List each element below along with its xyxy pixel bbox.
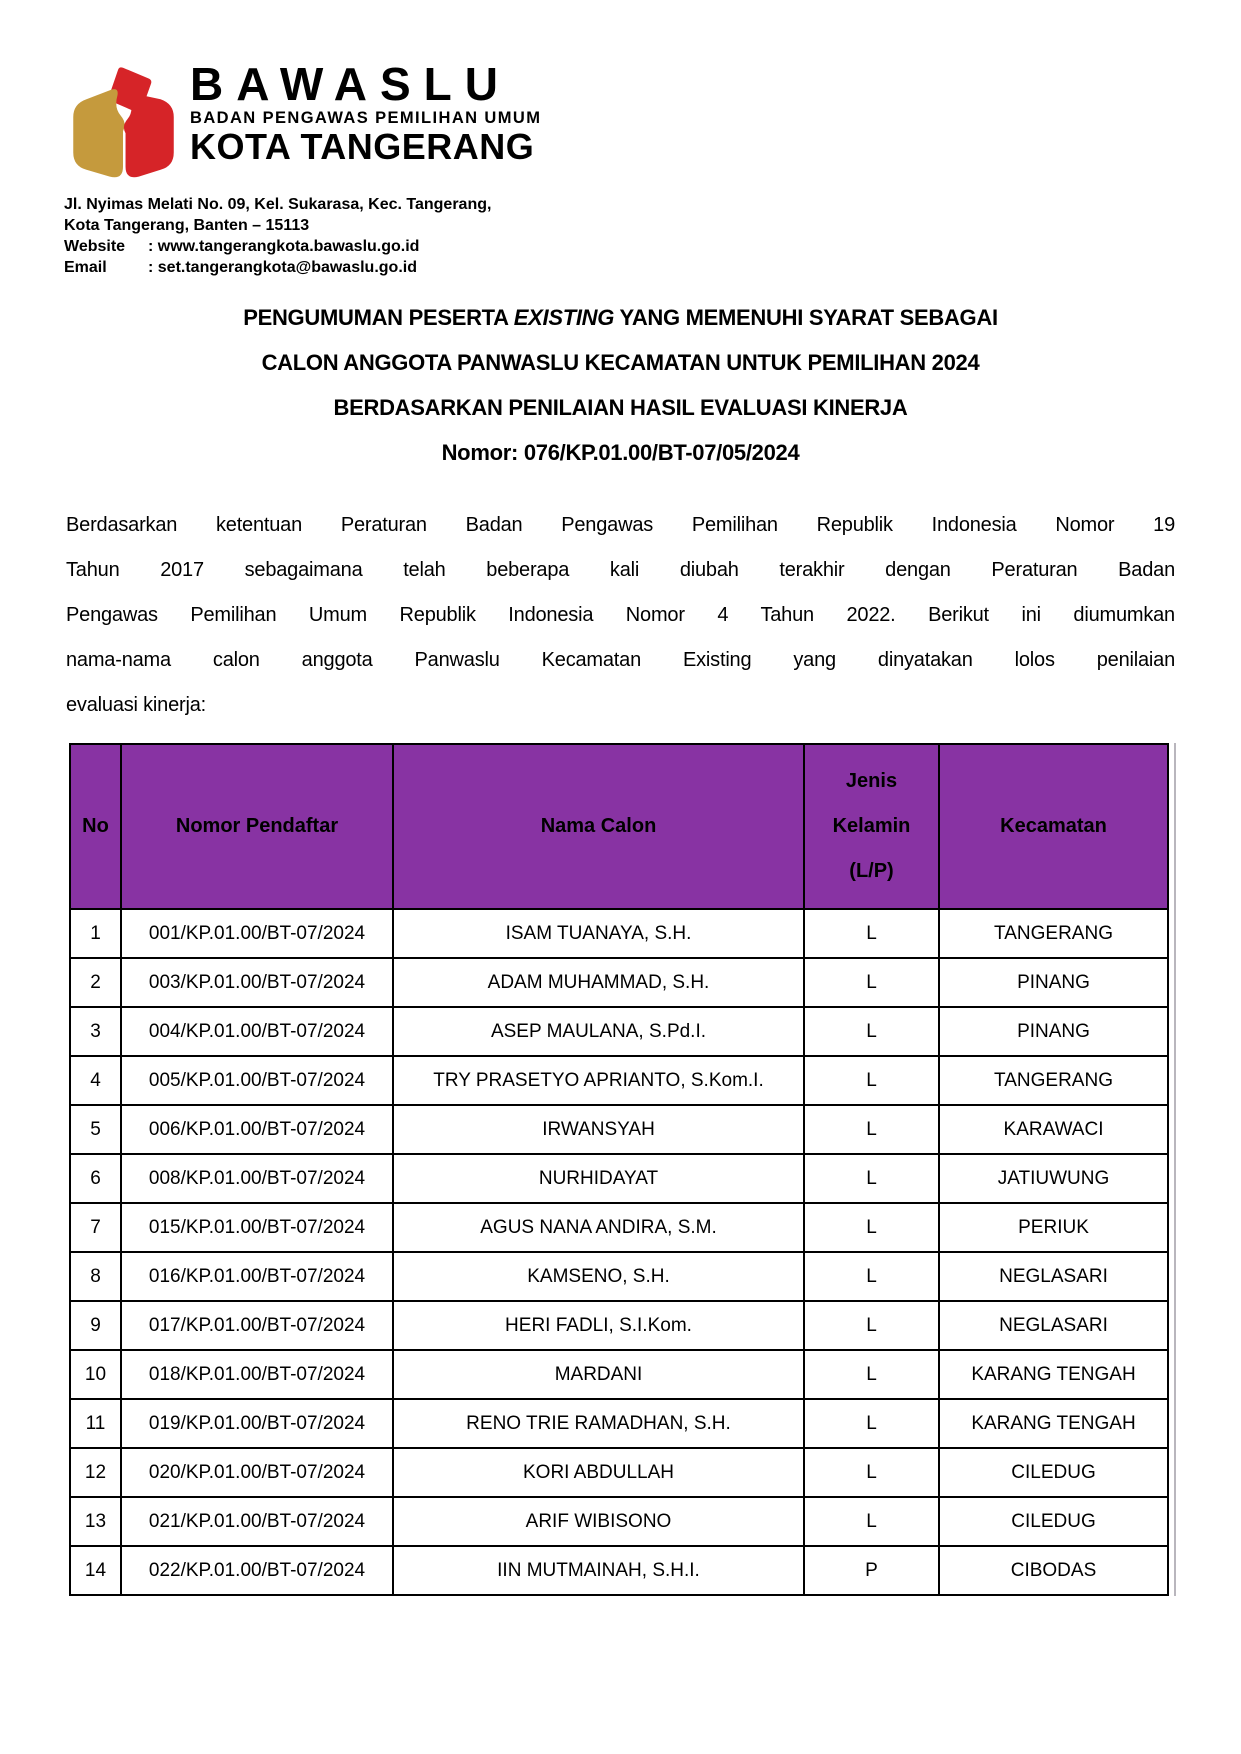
- table-row: [70, 1203, 1168, 1252]
- table-row: [70, 1105, 1168, 1154]
- cell-nomor-pendaftar: 001/KP.01.00/BT-07/2024: [121, 909, 393, 958]
- website-line: [64, 236, 491, 257]
- cell-nama-calon: ASEP MAULANA, S.Pd.I.: [393, 1007, 804, 1056]
- cell-nama-calon: KAMSENO, S.H.: [393, 1252, 804, 1301]
- cell-no: 13: [70, 1497, 121, 1546]
- org-text-block: [190, 52, 541, 166]
- table-row: [70, 1497, 1168, 1546]
- results-table: [69, 743, 1169, 1596]
- paragraph-line: nama-nama calon anggota Panwaslu Kecamatan Existing yang dinyatakan lolos penilaian: [66, 649, 1175, 671]
- cell-nomor-pendaftar: 016/KP.01.00/BT-07/2024: [121, 1252, 393, 1301]
- cell-nama-calon: RENO TRIE RAMADHAN, S.H.: [393, 1399, 804, 1448]
- cell-jenis-kelamin: L: [804, 1252, 939, 1301]
- cell-kecamatan: KARANG TENGAH: [939, 1350, 1168, 1399]
- email-line: [64, 257, 491, 278]
- cell-no: 10: [70, 1350, 121, 1399]
- cell-nama-calon: ARIF WIBISONO: [393, 1497, 804, 1546]
- table-row: [70, 1007, 1168, 1056]
- table-row: [70, 1448, 1168, 1497]
- cell-kecamatan: TANGERANG: [939, 909, 1168, 958]
- column-header-nama-calon: Nama Calon: [393, 744, 804, 909]
- cell-jenis-kelamin: L: [804, 1105, 939, 1154]
- cell-nama-calon: KORI ABDULLAH: [393, 1448, 804, 1497]
- cell-nomor-pendaftar: 019/KP.01.00/BT-07/2024: [121, 1399, 393, 1448]
- address-block: [64, 194, 491, 278]
- cell-nomor-pendaftar: 004/KP.01.00/BT-07/2024: [121, 1007, 393, 1056]
- email-label: Email: [64, 259, 107, 276]
- cell-nama-calon: ADAM MUHAMMAD, S.H.: [393, 958, 804, 1007]
- table-body: [70, 909, 1168, 1595]
- title-line-1-pre: PENGUMUMAN PESERTA: [243, 305, 514, 330]
- cell-jenis-kelamin: P: [804, 1546, 939, 1595]
- cell-nomor-pendaftar: 021/KP.01.00/BT-07/2024: [121, 1497, 393, 1546]
- title-line-1-existing: EXISTING: [513, 305, 615, 330]
- paragraph-line: evaluasi kinerja:: [66, 694, 207, 716]
- table-row: [70, 1399, 1168, 1448]
- cell-jenis-kelamin: L: [804, 909, 939, 958]
- table-row: [70, 1301, 1168, 1350]
- cell-nama-calon: ISAM TUANAYA, S.H.: [393, 909, 804, 958]
- body-paragraph: [66, 503, 1175, 728]
- cell-no: 6: [70, 1154, 121, 1203]
- jenis-kelamin-line-3: (L/P): [849, 860, 894, 882]
- cell-kecamatan: PINANG: [939, 1007, 1168, 1056]
- cell-nama-calon: IIN MUTMAINAH, S.H.I.: [393, 1546, 804, 1595]
- cell-no: 8: [70, 1252, 121, 1301]
- cell-no: 11: [70, 1399, 121, 1448]
- jenis-kelamin-line-1: Jenis: [845, 770, 898, 792]
- cell-nomor-pendaftar: 015/KP.01.00/BT-07/2024: [121, 1203, 393, 1252]
- cell-jenis-kelamin: L: [804, 1399, 939, 1448]
- announcement-title: [0, 295, 1241, 475]
- cell-no: 1: [70, 909, 121, 958]
- cell-kecamatan: KARANG TENGAH: [939, 1399, 1168, 1448]
- email-value: : set.tangerangkota@bawaslu.go.id: [148, 259, 417, 276]
- org-name: BAWASLU: [190, 58, 511, 110]
- cell-kecamatan: NEGLASARI: [939, 1252, 1168, 1301]
- paragraph-line: Pengawas Pemilihan Umum Republik Indonesia Nomor 4 Tahun 2022. Berikut ini diumumkan: [66, 604, 1175, 626]
- table-row: [70, 1154, 1168, 1203]
- box-right-face: [124, 93, 174, 177]
- org-subtitle: BADAN PENGAWAS PEMILIHAN UMUM: [190, 109, 542, 128]
- paragraph-line: Berdasarkan ketentuan Peraturan Badan Pengawas Pemilihan Republik Indonesia Nomor 19: [66, 514, 1175, 536]
- table-row: [70, 1350, 1168, 1399]
- cell-jenis-kelamin: L: [804, 1007, 939, 1056]
- table-row: [70, 958, 1168, 1007]
- cell-nomor-pendaftar: 018/KP.01.00/BT-07/2024: [121, 1350, 393, 1399]
- cell-no: 5: [70, 1105, 121, 1154]
- table-row: [70, 1056, 1168, 1105]
- cell-nama-calon: IRWANSYAH: [393, 1105, 804, 1154]
- cell-jenis-kelamin: L: [804, 1350, 939, 1399]
- column-header-jenis-kelamin: [804, 744, 939, 909]
- cell-jenis-kelamin: L: [804, 958, 939, 1007]
- cell-no: 3: [70, 1007, 121, 1056]
- cell-no: 7: [70, 1203, 121, 1252]
- cell-nomor-pendaftar: 017/KP.01.00/BT-07/2024: [121, 1301, 393, 1350]
- cell-kecamatan: PINANG: [939, 958, 1168, 1007]
- cell-nama-calon: NURHIDAYAT: [393, 1154, 804, 1203]
- cell-nomor-pendaftar: 008/KP.01.00/BT-07/2024: [121, 1154, 393, 1203]
- cell-nomor-pendaftar: 020/KP.01.00/BT-07/2024: [121, 1448, 393, 1497]
- cell-kecamatan: CIBODAS: [939, 1546, 1168, 1595]
- column-header-no: No: [70, 744, 121, 909]
- bawaslu-logo-icon: [62, 52, 184, 186]
- jenis-kelamin-line-2: Kelamin: [832, 815, 911, 837]
- address-line-1: Jl. Nyimas Melati No. 09, Kel. Sukarasa, Kec. Tangerang,: [64, 196, 492, 213]
- org-region: KOTA TANGERANG: [190, 126, 535, 168]
- results-table-wrap: [69, 743, 1167, 1596]
- cell-jenis-kelamin: L: [804, 1056, 939, 1105]
- cell-no: 9: [70, 1301, 121, 1350]
- title-line-1: [0, 295, 1241, 340]
- website-label: Website: [64, 238, 126, 255]
- title-line-3: BERDASARKAN PENILAIAN HASIL EVALUASI KINERJA: [333, 395, 908, 420]
- cell-no: 12: [70, 1448, 121, 1497]
- cell-nomor-pendaftar: 003/KP.01.00/BT-07/2024: [121, 958, 393, 1007]
- table-row: [70, 1252, 1168, 1301]
- cell-nomor-pendaftar: 005/KP.01.00/BT-07/2024: [121, 1056, 393, 1105]
- table-row: [70, 909, 1168, 958]
- cell-nama-calon: TRY PRASETYO APRIANTO, S.Kom.I.: [393, 1056, 804, 1105]
- cell-kecamatan: CILEDUG: [939, 1497, 1168, 1546]
- cell-nama-calon: MARDANI: [393, 1350, 804, 1399]
- table-row: [70, 1546, 1168, 1595]
- cell-nama-calon: AGUS NANA ANDIRA, S.M.: [393, 1203, 804, 1252]
- cell-kecamatan: TANGERANG: [939, 1056, 1168, 1105]
- cell-no: 14: [70, 1546, 121, 1595]
- cell-kecamatan: PERIUK: [939, 1203, 1168, 1252]
- cell-jenis-kelamin: L: [804, 1301, 939, 1350]
- cell-no: 2: [70, 958, 121, 1007]
- cell-jenis-kelamin: L: [804, 1448, 939, 1497]
- cell-kecamatan: CILEDUG: [939, 1448, 1168, 1497]
- address-line-2: Kota Tangerang, Banten – 15113: [64, 217, 310, 234]
- title-line-1-post: YANG MEMENUHI SYARAT SEBAGAI: [614, 305, 998, 330]
- cell-nomor-pendaftar: 022/KP.01.00/BT-07/2024: [121, 1546, 393, 1595]
- cell-jenis-kelamin: L: [804, 1154, 939, 1203]
- cell-kecamatan: KARAWACI: [939, 1105, 1168, 1154]
- table-header-row: [70, 744, 1168, 909]
- cell-nomor-pendaftar: 006/KP.01.00/BT-07/2024: [121, 1105, 393, 1154]
- cell-jenis-kelamin: L: [804, 1203, 939, 1252]
- cell-nama-calon: HERI FADLI, S.I.Kom.: [393, 1301, 804, 1350]
- announcement-number: Nomor: 076/KP.01.00/BT-07/05/2024: [441, 440, 800, 465]
- letterhead: [62, 52, 541, 186]
- cell-kecamatan: JATIUWUNG: [939, 1154, 1168, 1203]
- column-header-nomor-pendaftar: Nomor Pendaftar: [121, 744, 393, 909]
- title-line-2: CALON ANGGOTA PANWASLU KECAMATAN UNTUK PEMILIHAN 2024: [261, 350, 980, 375]
- paragraph-line: Tahun 2017 sebagaimana telah beberapa kali diubah terakhir dengan Peraturan Badan: [66, 559, 1175, 581]
- website-value: : www.tangerangkota.bawaslu.go.id: [148, 238, 420, 255]
- cell-no: 4: [70, 1056, 121, 1105]
- column-header-kecamatan: Kecamatan: [939, 744, 1168, 909]
- cell-jenis-kelamin: L: [804, 1497, 939, 1546]
- cell-kecamatan: NEGLASARI: [939, 1301, 1168, 1350]
